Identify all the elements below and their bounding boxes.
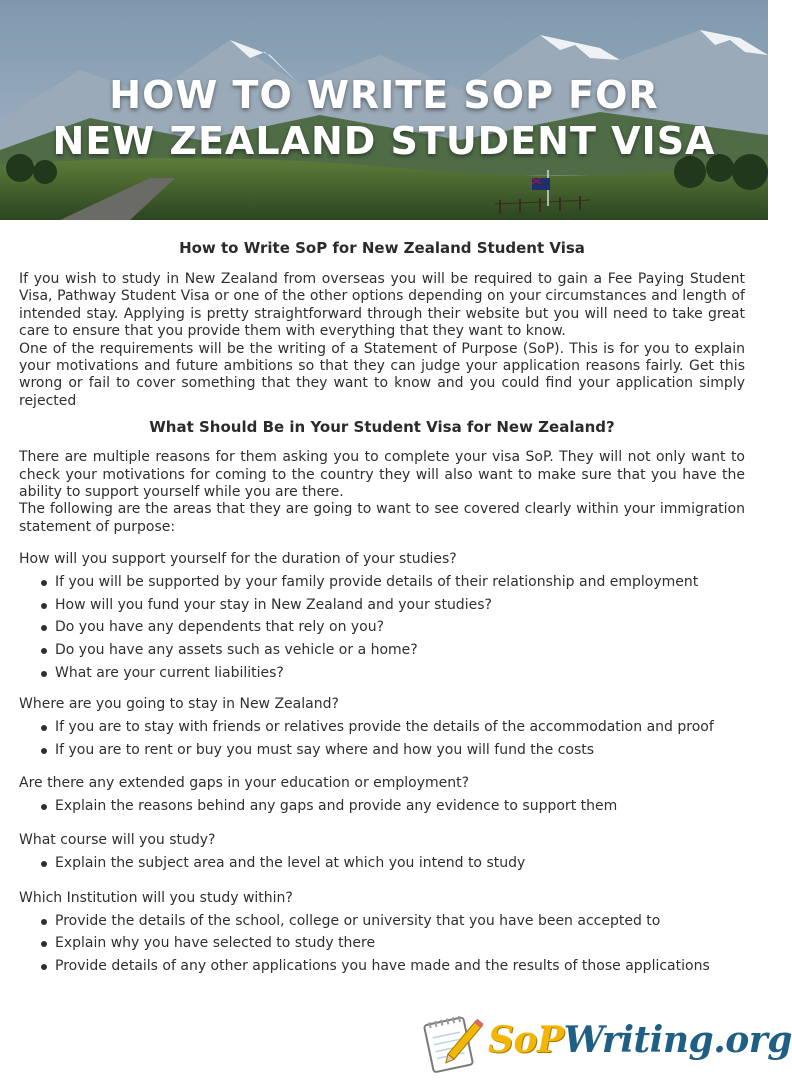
body-paragraph-4: The following are the areas that they are going to want to see covered clearly within your immigration statement of purpose:: [19, 501, 745, 535]
logo-wordmark: [488, 1018, 792, 1062]
list-item: Do you have any assets such as vehicle or a home?: [41, 639, 745, 662]
hero-banner: [0, 0, 768, 220]
list-item: Explain why you have selected to study there: [41, 932, 745, 955]
list-item: If you will be supported by your family provide details of their relationship and employment: [41, 571, 745, 594]
hero-title-line-1: HOW TO WRITE SOP FOR: [109, 73, 659, 117]
logo-sop-text: SoP: [488, 1019, 564, 1061]
hero-title-line-2: NEW ZEALAND STUDENT VISA: [52, 119, 716, 163]
question-gaps: Are there any extended gaps in your education or employment?: [19, 775, 470, 792]
intro-paragraph-1: If you wish to study in New Zealand from overseas you will be required to gain a Fee Paying Student Visa, Pathway Student Visa or one of the other options depending on your circumstances and length of intended stay. Applying is pretty straightforward through their website but you will need to take great care to ensure that you provide them with everything that they want to know.: [19, 271, 745, 340]
bullet-list-course: [41, 852, 745, 875]
body-paragraph-3: There are multiple reasons for them asking you to complete your visa SoP. They will not only want to check your motivations for coming to the country they will also want to make sure that you have the ability to support yourself while you are there.: [19, 449, 745, 501]
intro-paragraph-2: One of the requirements will be the writing of a Statement of Purpose (SoP). This is for you to explain your motivations and future ambitions so that they can judge your application reasons fairly. Get this wrong or fail to cover something that they want to know and you could find your application simply rejected: [19, 340, 745, 409]
bullet-list-stay: [41, 716, 745, 761]
question-course: What course will you study?: [19, 832, 216, 849]
list-item: If you are to rent or buy you must say where and how you will fund the costs: [41, 739, 745, 762]
list-item: Provide details of any other applications you have made and the results of those applications: [41, 955, 745, 978]
bullet-list-institution: [41, 910, 745, 978]
question-stay: Where are you going to stay in New Zealand?: [19, 696, 339, 713]
article-body: [19, 238, 745, 977]
question-institution: Which Institution will you study within?: [19, 889, 293, 906]
notepad-pencil-icon: [420, 1010, 484, 1074]
list-item: Do you have any dependents that rely on you?: [41, 616, 745, 639]
list-item: Explain the reasons behind any gaps and provide any evidence to support them: [41, 795, 745, 818]
bullet-list-gaps: [41, 795, 745, 818]
list-item: Explain the subject area and the level at which you intend to study: [41, 852, 745, 875]
list-item: What are your current liabilities?: [41, 662, 745, 685]
article-heading-2: What Should Be in Your Student Visa for New Zealand?: [149, 418, 615, 437]
bullet-list-support: [41, 571, 745, 684]
article-heading-1: How to Write SoP for New Zealand Student Visa: [179, 239, 585, 257]
list-item: If you are to stay with friends or relatives provide the details of the accommodation and proof: [41, 716, 745, 739]
question-support: How will you support yourself for the duration of your studies?: [19, 551, 457, 568]
list-item: How will you fund your stay in New Zealand and your studies?: [41, 594, 745, 617]
site-logo[interactable]: [420, 1008, 792, 1080]
logo-writing-text: Writing.org: [563, 1019, 792, 1061]
hero-title: [0, 72, 768, 164]
list-item: Provide the details of the school, college or university that you have been accepted to: [41, 910, 745, 933]
